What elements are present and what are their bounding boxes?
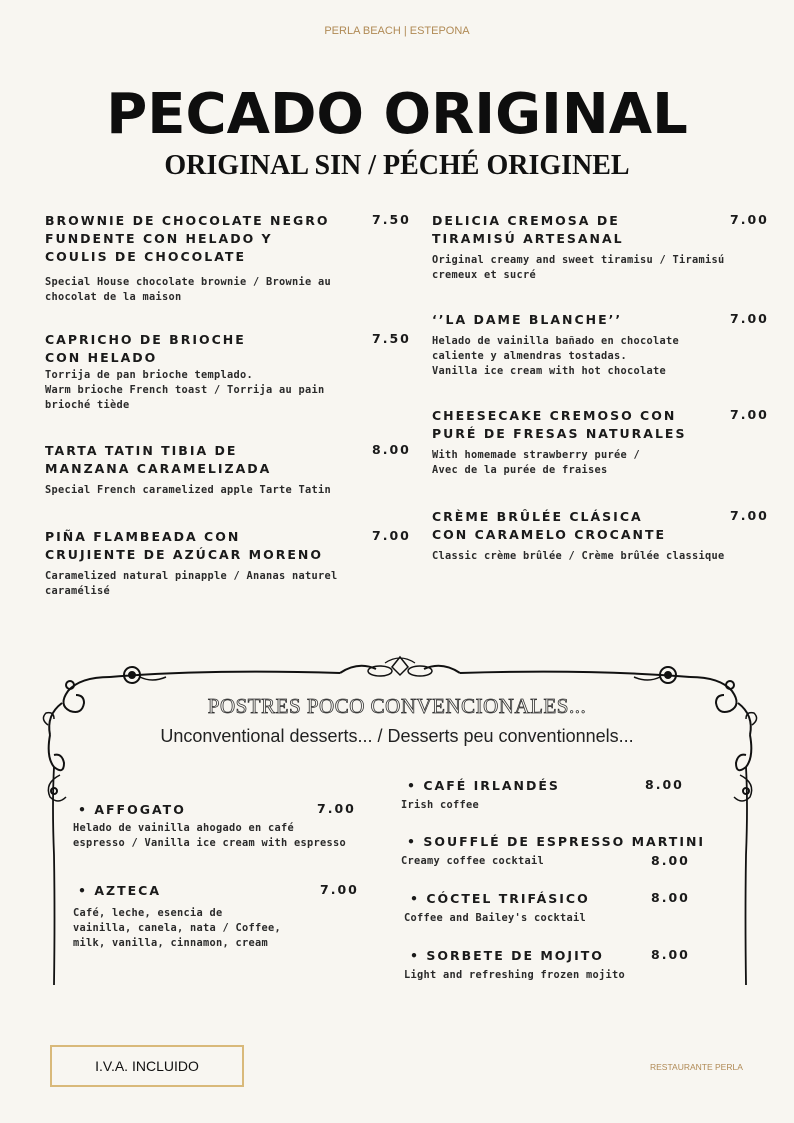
item-description: Helado de vainilla bañado en chocolate caliente y almendras tostadas. Vanilla ice cream with hot chocolate — [432, 335, 679, 377]
item-price: 7.50 — [372, 212, 411, 227]
menu-item-sorbete-mojito — [404, 947, 734, 983]
item-price: 8.00 — [651, 947, 690, 962]
item-name: • CÓCTEL TRIFÁSICO — [404, 890, 734, 908]
item-price: 7.00 — [730, 311, 769, 326]
item-price: 7.00 — [372, 528, 411, 543]
menu-item-tarta-tatin — [45, 442, 410, 498]
item-description: Classic crème brûlée / Crème brûlée classique — [432, 550, 725, 562]
menu-item-pina — [45, 528, 410, 599]
item-name: • AFFOGATO — [73, 801, 373, 819]
item-price: 7.00 — [730, 508, 769, 523]
item-description: Special House chocolate brownie / Brownie au chocolat de la maison — [45, 276, 331, 303]
item-name: CHEESECAKE CREMOSO CON PURÉ DE FRESAS NATURALES — [432, 408, 687, 441]
item-price: 8.00 — [651, 890, 690, 905]
page-title: PECADO ORIGINAL — [106, 82, 688, 147]
menu-item-capricho — [45, 331, 410, 413]
tax-included-label: I.V.A. INCLUIDO — [95, 1058, 199, 1074]
item-description: Original creamy and sweet tiramisu / Tiramisú cremeux et sucré — [432, 254, 725, 281]
item-name: PIÑA FLAMBEADA CON CRUJIENTE DE AZÚCAR MORENO — [45, 529, 323, 562]
item-description: Torrija de pan brioche templado. Warm brioche French toast / Torrija au pain brioché tiède — [45, 369, 325, 411]
menu-item-coctel-trifasico — [404, 890, 734, 926]
item-description: Caramelized natural pinapple / Ananas naturel caramélisé — [45, 570, 338, 597]
section-subtitle: Unconventional desserts... / Desserts peu conventionnels... — [160, 726, 634, 746]
item-description: Helado de vainilla ahogado en café espresso / Vanilla ice cream with espresso — [73, 822, 346, 849]
item-description: Irish coffee — [401, 799, 479, 811]
footer-brand: RESTAURANTE PERLA — [650, 1062, 743, 1072]
item-name: BROWNIE DE CHOCOLATE NEGRO FUNDENTE CON HELADO Y COULIS DE CHOCOLATE — [45, 213, 330, 264]
menu-item-dame-blanche — [432, 311, 772, 379]
tax-included-badge — [50, 1045, 244, 1087]
section-title: POSTRES POCO CONVENCIONALES... — [207, 694, 587, 718]
item-description: Special French caramelized apple Tarte Tatin — [45, 484, 331, 496]
menu-item-cheesecake — [432, 407, 772, 478]
item-name: • SOUFFLÉ DE ESPRESSO MARTINI — [401, 833, 741, 851]
menu-item-brownie — [45, 212, 410, 305]
item-price: 8.00 — [372, 442, 411, 457]
item-price: 8.00 — [651, 853, 690, 868]
item-name: • SORBETE DE MOJITO — [404, 947, 734, 965]
menu-item-tiramisu — [432, 212, 772, 283]
menu-item-creme-brulee — [432, 508, 772, 564]
item-description: With homemade strawberry purée / Avec de la purée de fraises — [432, 449, 640, 476]
item-name: TARTA TATIN TIBIA DE MANZANA CARAMELIZADA — [45, 443, 272, 476]
item-name: • AZTECA — [73, 882, 373, 900]
item-name: CAPRICHO DE BRIOCHE CON HELADO — [45, 332, 246, 365]
item-name: DELICIA CREMOSA DE TIRAMISÚ ARTESANAL — [432, 213, 624, 246]
item-price: 7.00 — [730, 407, 769, 422]
top-brand: PERLA BEACH | ESTEPONA — [324, 25, 470, 37]
menu-item-cafe-irlandes — [401, 777, 731, 813]
item-price: 7.00 — [730, 212, 769, 227]
item-description: Creamy coffee cocktail — [401, 855, 544, 867]
item-price: 8.00 — [645, 777, 684, 792]
item-description: Coffee and Bailey's cocktail — [404, 912, 586, 924]
menu-item-affogato — [73, 801, 373, 851]
menu-item-azteca — [73, 882, 373, 951]
item-description: Light and refreshing frozen mojito — [404, 969, 625, 981]
item-price: 7.00 — [317, 801, 356, 816]
item-price: 7.00 — [320, 882, 359, 897]
item-name: • CAFÉ IRLANDÉS — [401, 777, 731, 795]
item-name: ‘’LA DAME BLANCHE’’ — [432, 312, 623, 327]
page-subtitle: ORIGINAL SIN / PÉCHÉ ORIGINEL — [164, 150, 630, 181]
item-name: CRÈME BRÛLÉE CLÁSICA CON CARAMELO CROCANTE — [432, 509, 667, 542]
menu-item-souffle — [401, 833, 741, 869]
item-description: Café, leche, esencia de vainilla, canela, nata / Coffee, milk, vanilla, cinnamon, cream — [73, 907, 281, 949]
item-price: 7.50 — [372, 331, 411, 346]
